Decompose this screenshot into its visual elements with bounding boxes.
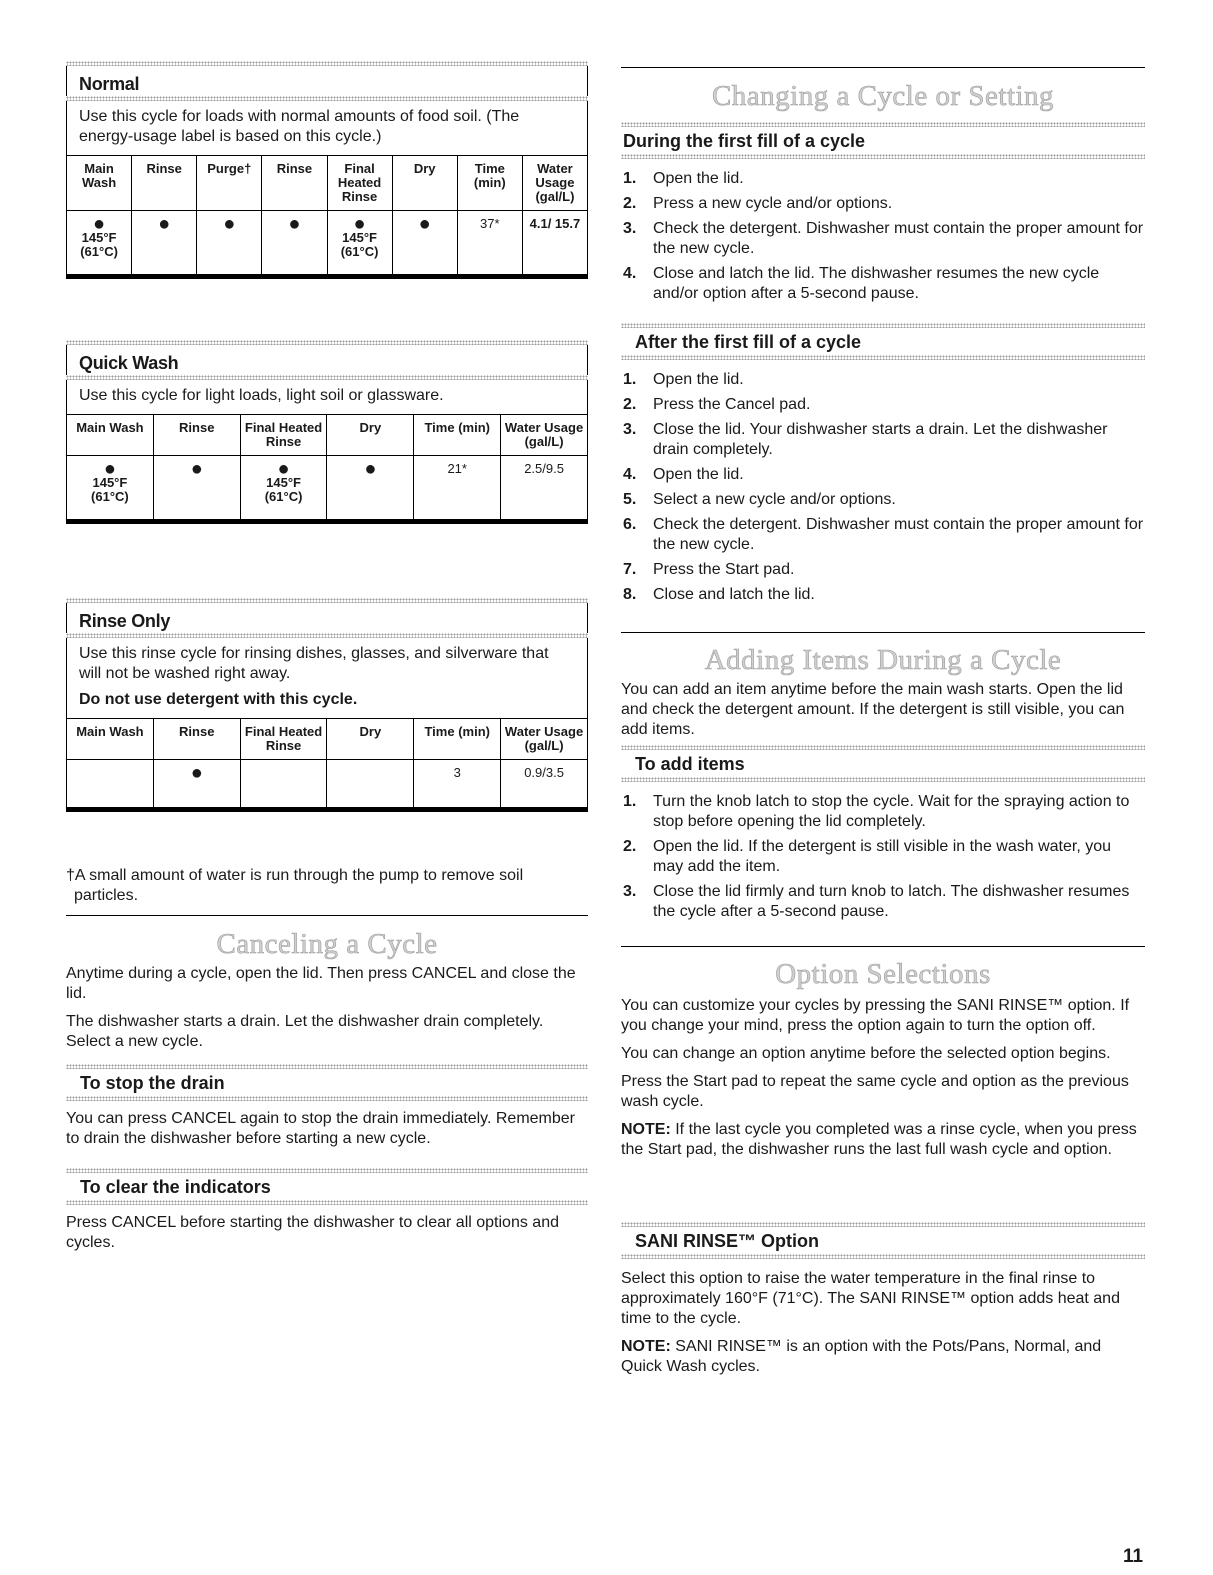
step-number: 2. [623, 838, 637, 855]
step-number: 3. [623, 220, 637, 237]
temp-c: (61°C) [340, 244, 379, 259]
col-header: Rinse [132, 156, 197, 211]
step-number: 4. [623, 466, 637, 483]
col-header: Purge† [197, 156, 262, 211]
bullet-icon: ● [190, 458, 203, 480]
list-item [621, 420, 1145, 460]
footnote: †A small amount of water is run through the pump to remove soil particles. [66, 867, 524, 904]
table-cell [327, 211, 392, 277]
step-text: Select a new cycle and/or options. [653, 491, 896, 508]
step-text: Check the detergent. Dishwasher must contain the proper amount for the new cycle. [653, 220, 1144, 257]
temp-f: 145°F [92, 475, 128, 490]
note-label: NOTE: [621, 1121, 671, 1138]
dotted-divider [621, 154, 1145, 159]
col-header: Dry [392, 156, 457, 211]
step-text: Close and latch the lid. [653, 586, 815, 603]
first-fill-subsection [621, 122, 1145, 309]
col-header: Rinse [153, 415, 240, 456]
table-cell [153, 760, 240, 810]
step-number: 3. [623, 421, 637, 438]
col-header: Main Wash [67, 156, 132, 211]
bullet-icon: ● [364, 458, 377, 480]
section-rule [66, 915, 588, 916]
table-cell [327, 760, 414, 810]
normal-cycle-box [66, 61, 588, 279]
step-text: Press the Cancel pad. [653, 396, 811, 413]
table-cell [501, 456, 588, 522]
col-header: Main Wash [67, 415, 154, 456]
col-header: Final Heated Rinse [240, 719, 327, 760]
cycle-title: Rinse Only [66, 603, 588, 633]
note-paragraph [621, 1120, 1145, 1160]
water-value: 4.1/ 15.7 [529, 216, 581, 231]
step-text: Close the lid firmly and turn knob to latch. The dishwasher resumes the cycle after a 5-second pause. [653, 883, 1130, 920]
clear-indicators-subsection [66, 1168, 588, 1261]
paragraph: You can change an option anytime before the selected option begins. [621, 1045, 1111, 1062]
subsection-heading: During the first fill of a cycle [623, 131, 866, 151]
steps-list [621, 169, 1145, 304]
canceling-body [66, 964, 588, 1060]
step-text: Open the lid. If the detergent is still visible in the wash water, you may add the item. [653, 838, 1112, 875]
table-header-row [67, 415, 588, 456]
temp-c: (61°C) [264, 489, 303, 504]
steps-list [621, 792, 1145, 922]
bullet-icon: ● [418, 213, 431, 235]
bullet-icon: ● [353, 213, 366, 235]
page-number: 11 [1123, 1546, 1144, 1567]
section-title-changing: Changing a Cycle or Setting [711, 80, 1055, 112]
stop-drain-subsection [66, 1064, 588, 1157]
step-number: 4. [623, 265, 637, 282]
time-value: 3 [453, 765, 461, 780]
time-value: 21* [447, 461, 467, 476]
section-title-options: Option Selections [775, 958, 991, 990]
table-cell [327, 456, 414, 522]
quick-wash-cycle-box [66, 340, 588, 524]
bullet-icon: ● [288, 213, 301, 235]
col-header: Final Heated Rinse [240, 415, 327, 456]
cycle-table [66, 156, 588, 279]
detergent-warning: Do not use detergent with this cycle. [79, 691, 358, 708]
list-item [621, 837, 1145, 877]
bullet-icon: ● [158, 213, 171, 235]
paragraph: Press CANCEL before starting the dishwasher to clear all options and cycles. [66, 1214, 559, 1251]
step-text: Close the lid. Your dishwasher starts a drain. Let the dishwasher drain completely. [653, 421, 1108, 458]
step-number: 6. [623, 516, 637, 533]
step-text: Turn the knob latch to stop the cycle. Wait for the spraying action to stop before opening the lid completely. [653, 793, 1130, 830]
list-item [621, 560, 1145, 580]
step-number: 8. [623, 586, 637, 603]
dotted-divider [621, 1254, 1145, 1259]
dotted-divider [66, 1096, 588, 1101]
list-item [621, 515, 1145, 555]
paragraph: Press the Start pad to repeat the same cycle and option as the previous wash cycle. [621, 1073, 1129, 1110]
table-cell [414, 456, 501, 522]
col-header: Water Usage (gal/L) [501, 719, 588, 760]
col-header: Rinse [153, 719, 240, 760]
paragraph: The dishwasher starts a drain. Let the dishwasher drain completely. Select a new cycle. [66, 1013, 544, 1050]
table-header-row [67, 156, 588, 211]
cycle-description [66, 380, 588, 415]
dotted-divider [621, 777, 1145, 782]
section-title-canceling: Canceling a Cycle [216, 928, 438, 960]
add-items-subsection [621, 745, 1145, 927]
list-item [621, 490, 1145, 510]
list-item [621, 219, 1145, 259]
step-text: Open the lid. [653, 371, 744, 388]
step-number: 7. [623, 561, 637, 578]
options-body [621, 996, 1145, 1168]
table-cell [262, 211, 327, 277]
note-label: NOTE: [621, 1338, 671, 1355]
bullet-icon: ● [103, 458, 116, 480]
table-cell [132, 211, 197, 277]
list-item [621, 194, 1145, 214]
cycle-table [66, 415, 588, 524]
list-item [621, 882, 1145, 922]
bullet-icon: ● [190, 762, 203, 784]
step-text: Press a new cycle and/or options. [653, 195, 893, 212]
step-number: 5. [623, 491, 637, 508]
cycle-table [66, 719, 588, 812]
sani-rinse-subsection [621, 1222, 1145, 1385]
subsection-heading: SANI RINSE™ Option [635, 1231, 819, 1251]
table-cell [457, 211, 522, 277]
table-cell [501, 760, 588, 810]
table-header-row [67, 719, 588, 760]
list-item [621, 395, 1145, 415]
temp-c: (61°C) [91, 489, 129, 504]
step-text: Press the Start pad. [653, 561, 795, 578]
step-number: 1. [623, 793, 637, 810]
step-number: 1. [623, 170, 637, 187]
paragraph: Anytime during a cycle, open the lid. Then press CANCEL and close the lid. [66, 965, 576, 1002]
paragraph: Select this option to raise the water temperature in the final rinse to approximately 160°F (71°C). The SANI RINSE™ option adds heat and time to the cycle. [621, 1270, 1120, 1327]
col-header: Dry [327, 415, 414, 456]
table-cell [240, 456, 327, 522]
section-rule [621, 632, 1145, 633]
note-text: SANI RINSE™ is an option with the Pots/Pans, Normal, and Quick Wash cycles. [621, 1338, 1102, 1375]
col-header: Time (min) [457, 156, 522, 211]
table-row [67, 211, 588, 277]
steps-list [621, 370, 1145, 605]
cycle-description [66, 101, 588, 156]
table-cell [67, 760, 154, 810]
dotted-divider [66, 1200, 588, 1205]
table-cell [67, 456, 154, 522]
col-header: Water Usage (gal/L) [522, 156, 587, 211]
step-number: 1. [623, 371, 637, 388]
cycle-description [66, 638, 588, 719]
temp-f: 145°F [342, 230, 377, 245]
section-rule [621, 67, 1145, 68]
col-header: Rinse [262, 156, 327, 211]
cycle-description-text: Use this cycle for loads with normal amounts of food soil. (The energy-usage label is based on this cycle.) [79, 108, 520, 145]
col-header: Water Usage (gal/L) [501, 415, 588, 456]
after-fill-subsection [621, 323, 1145, 610]
step-text: Open the lid. [653, 170, 744, 187]
cycle-description-text: Use this cycle for light loads, light soil or glassware. [79, 387, 444, 404]
water-value: 0.9/3.5 [524, 765, 564, 780]
table-cell [414, 760, 501, 810]
cycle-title: Normal [66, 66, 588, 96]
subsection-heading: To stop the drain [80, 1073, 225, 1093]
cycle-title: Quick Wash [66, 345, 588, 375]
bullet-icon: ● [93, 213, 106, 235]
cycle-description-text: Use this rinse cycle for rinsing dishes, glasses, and silverware that will not be washed right away. [79, 645, 549, 682]
step-number: 2. [623, 396, 637, 413]
time-value: 37* [480, 216, 500, 231]
note-text: If the last cycle you completed was a rinse cycle, when you press the Start pad, the dishwasher runs the last full wash cycle and option. [621, 1121, 1137, 1158]
section-title-adding: Adding Items During a Cycle [704, 644, 1062, 676]
col-header: Time (min) [414, 415, 501, 456]
list-item [621, 792, 1145, 832]
step-number: 3. [623, 883, 637, 900]
rinse-only-cycle-box [66, 598, 588, 812]
note-paragraph [621, 1337, 1145, 1377]
dotted-divider [621, 355, 1145, 360]
temp-f: 145°F [81, 230, 117, 245]
col-header: Main Wash [67, 719, 154, 760]
list-item [621, 585, 1145, 605]
col-header: Dry [327, 719, 414, 760]
step-text: Check the detergent. Dishwasher must contain the proper amount for the new cycle. [653, 516, 1144, 553]
subsection-heading: To add items [635, 754, 745, 774]
temp-f: 145°F [266, 475, 301, 490]
table-cell [197, 211, 262, 277]
list-item [621, 465, 1145, 485]
paragraph: You can press CANCEL again to stop the drain immediately. Remember to drain the dishwasher before starting a new cycle. [66, 1110, 575, 1147]
list-item [621, 169, 1145, 189]
bullet-icon: ● [223, 213, 236, 235]
col-header: Final Heated Rinse [327, 156, 392, 211]
col-header: Time (min) [414, 719, 501, 760]
bullet-icon: ● [277, 458, 290, 480]
list-item [621, 264, 1145, 304]
paragraph: You can customize your cycles by pressing the SANI RINSE™ option. If you change your mind, press the option again to turn the option off. [621, 997, 1130, 1034]
step-text: Close and latch the lid. The dishwasher resumes the new cycle and/or option after a 5-second pause. [653, 265, 1100, 302]
section-rule [621, 946, 1145, 947]
table-cell [240, 760, 327, 810]
water-value: 2.5/9.5 [524, 461, 564, 476]
list-item [621, 370, 1145, 390]
step-number: 2. [623, 195, 637, 212]
step-text: Open the lid. [653, 466, 744, 483]
table-cell [67, 211, 132, 277]
table-row [67, 456, 588, 522]
subsection-heading: After the first fill of a cycle [635, 332, 862, 352]
subsection-heading: To clear the indicators [80, 1177, 271, 1197]
temp-c: (61°C) [80, 244, 118, 259]
table-cell [392, 211, 457, 277]
table-cell [153, 456, 240, 522]
table-cell [522, 211, 587, 277]
paragraph: You can add an item anytime before the main wash starts. Open the lid and check the detergent amount. If the detergent is still visible, you can add items. [621, 681, 1125, 738]
table-row [67, 760, 588, 810]
